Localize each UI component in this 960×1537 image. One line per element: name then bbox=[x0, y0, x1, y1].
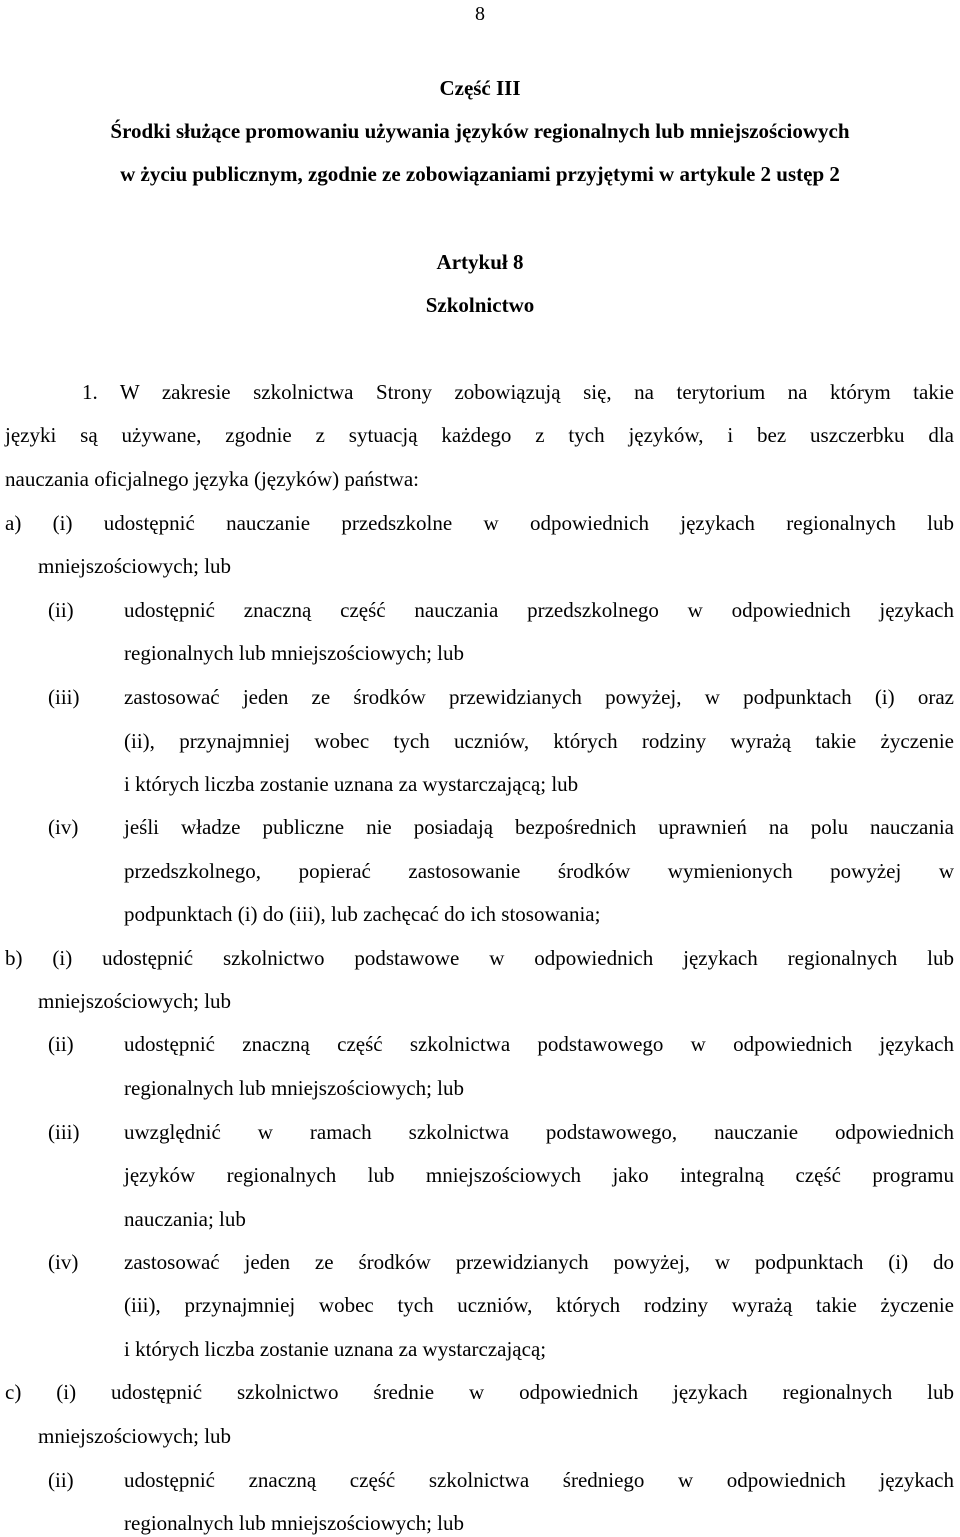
a-iv-line-2: przedszkolnego, popierać zastosowanie środków wymienionych powyżej w bbox=[124, 859, 954, 883]
page-number: 8 bbox=[475, 3, 485, 25]
a-iii-line-2: (ii), przynajmniej wobec tych uczniów, których rodziny wyrażą takie życzenie bbox=[124, 729, 954, 753]
article-title: Szkolnictwo bbox=[425, 293, 535, 317]
c-ii-line-1: udostępnić znaczną część szkolnictwa średniego w odpowiednich językach bbox=[124, 1468, 954, 1492]
a-ii-label: (ii) bbox=[48, 598, 74, 622]
b-iii-line-3: nauczania; lub bbox=[124, 1207, 246, 1231]
b-ii-line-2: regionalnych lub mniejszościowych; lub bbox=[124, 1076, 465, 1100]
c-ii-label: (ii) bbox=[48, 1468, 74, 1492]
b-iv-line-1: zastosować jeden ze środków przewidzianych powyżej, w podpunktach (i) do bbox=[124, 1250, 954, 1274]
part-title-line-1: Środki służące promowaniu używania języków regionalnych lub mniejszościowych bbox=[110, 119, 850, 143]
b-ii-label: (ii) bbox=[48, 1032, 74, 1056]
b-iv-label: (iv) bbox=[48, 1250, 79, 1274]
intro-line-2: języki są używane, zgodnie z sytuacją każdego z tych języków, i bez uszczerbku dla bbox=[5, 423, 954, 447]
intro-line-3: nauczania oficjalnego języka (języków) państwa: bbox=[5, 467, 419, 491]
a-iii-line-1: zastosować jeden ze środków przewidzianych powyżej, w podpunktach (i) oraz bbox=[124, 685, 954, 709]
a-i-line-2: mniejszościowych; lub bbox=[38, 554, 232, 578]
b-iii-label: (iii) bbox=[48, 1120, 80, 1144]
b-i-line-2: mniejszościowych; lub bbox=[38, 989, 232, 1013]
b-i-line-1: b) (i) udostępnić szkolnictwo podstawowe w odpowiednich językach regionalnych lub bbox=[5, 946, 954, 970]
b-iv-line-2: (iii), przynajmniej wobec tych uczniów, których rodziny wyrażą takie życzenie bbox=[124, 1293, 954, 1317]
b-iii-line-1: uwzględnić w ramach szkolnictwa podstawowego, nauczanie odpowiednich bbox=[124, 1120, 954, 1144]
a-iii-label: (iii) bbox=[48, 685, 80, 709]
a-ii-line-1: udostępnić znaczną część nauczania przedszkolnego w odpowiednich językach bbox=[124, 598, 954, 622]
a-iv-line-1: jeśli władze publiczne nie posiadają bezpośrednich uprawnień na polu nauczania bbox=[124, 815, 954, 839]
a-iii-line-3: i których liczba zostanie uznana za wystarczającą; lub bbox=[124, 772, 579, 796]
b-iv-line-3: i których liczba zostanie uznana za wystarczającą; bbox=[124, 1337, 547, 1361]
a-iv-label: (iv) bbox=[48, 815, 79, 839]
intro-line-1: 1. W zakresie szkolnictwa Strony zobowiązują się, na terytorium na którym takie bbox=[82, 380, 954, 404]
c-i-line-2: mniejszościowych; lub bbox=[38, 1424, 232, 1448]
b-ii-line-1: udostępnić znaczną część szkolnictwa podstawowego w odpowiednich językach bbox=[124, 1032, 954, 1056]
a-ii-line-2: regionalnych lub mniejszościowych; lub bbox=[124, 641, 465, 665]
part-title-line-2: w życiu publicznym, zgodnie ze zobowiązaniami przyjętymi w artykule 2 ustęp 2 bbox=[120, 162, 840, 186]
c-i-line-1: c) (i) udostępnić szkolnictwo średnie w odpowiednich językach regionalnych lub bbox=[5, 1380, 954, 1404]
b-iii-line-2: języków regionalnych lub mniejszościowych jako integralną część programu bbox=[124, 1163, 954, 1187]
c-ii-line-2: regionalnych lub mniejszościowych; lub bbox=[124, 1511, 465, 1535]
a-i-line-1: a) (i) udostępnić nauczanie przedszkolne w odpowiednich językach regionalnych lub bbox=[5, 511, 954, 535]
a-iv-line-3: podpunktach (i) do (iii), lub zachęcać do ich stosowania; bbox=[124, 902, 601, 926]
article-heading: Artykuł 8 bbox=[436, 250, 524, 274]
part-heading: Część III bbox=[439, 76, 521, 100]
